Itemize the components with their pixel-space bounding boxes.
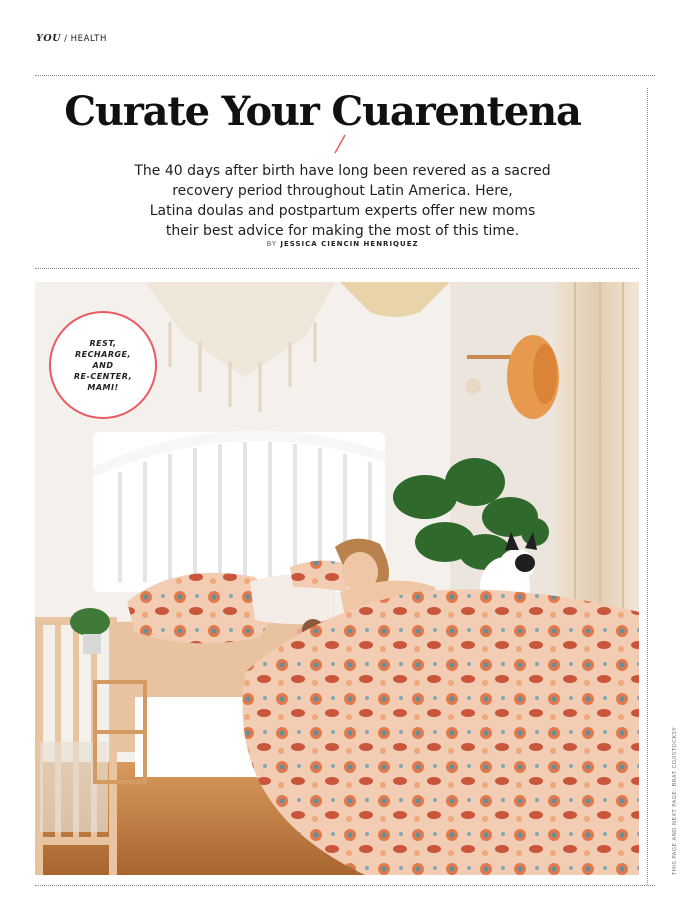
byline <box>110 240 575 248</box>
byline-divider <box>35 268 639 269</box>
bottom-divider <box>35 885 655 886</box>
accent-slash-icon <box>333 134 347 154</box>
pull-quote-badge <box>49 311 157 419</box>
badge-line: REST, <box>89 338 117 348</box>
section-tag <box>36 33 107 44</box>
badge-line: RECHARGE, <box>74 349 132 359</box>
article-dek <box>110 161 575 241</box>
photo-credit: THIS PAGE AND NEXT PAGE: BRAT CO/ISTOCKSY <box>672 726 678 875</box>
badge-line: RE-CENTER, <box>73 371 133 381</box>
dek-line: The 40 days after birth have long been revered as a sacred <box>134 163 551 179</box>
section-separator: / <box>64 34 68 44</box>
page-title: Curate Your Cuarentena <box>64 88 581 135</box>
author-name: JESSICA CIENCIN HENRIQUEZ <box>280 240 419 248</box>
dek-line: their best advice for making the most of this time. <box>165 223 520 239</box>
top-divider <box>35 75 655 76</box>
vertical-divider <box>647 88 648 885</box>
badge-line: MAMI! <box>87 382 119 392</box>
byline-prefix: BY <box>266 240 278 248</box>
magazine-brand: YOU <box>36 33 62 44</box>
dek-line: recovery period throughout Latin America. Here, <box>172 183 513 199</box>
dek-line: Latina doulas and postpartum experts offer new moms <box>149 203 536 219</box>
badge-line: AND <box>92 360 114 370</box>
section-name: HEALTH <box>70 34 107 44</box>
